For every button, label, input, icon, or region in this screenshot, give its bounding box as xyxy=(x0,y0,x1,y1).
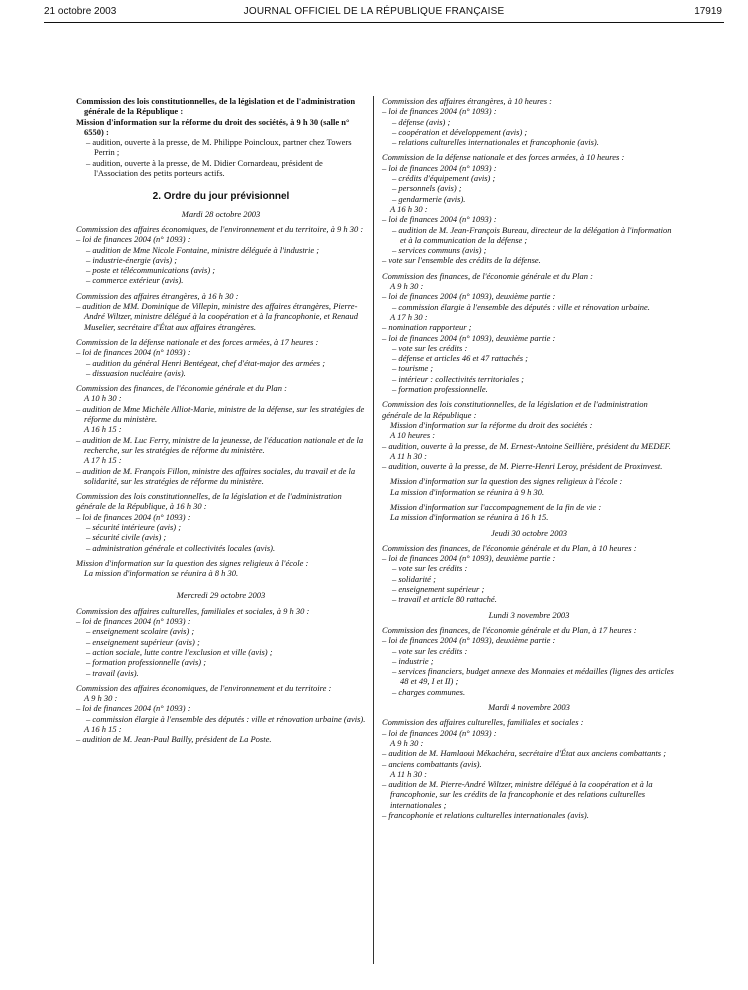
text-line: – loi de finances 2004 (n° 1093) : xyxy=(76,703,191,714)
text-line: – commission élargie à l'ensemble des députés : ville et rénovation urbaine. xyxy=(392,301,650,312)
text-line: La mission d'information se réunira à 16 h 15. xyxy=(390,512,549,523)
text-line: Commission des affaires culturelles, familiales et sociales, à 9 h 30 : xyxy=(76,605,310,616)
text-line: – loi de finances 2004 (n° 1093) : xyxy=(382,162,497,173)
text-line: – charges communes. xyxy=(392,686,466,697)
text-line: – anciens combattants (avis). xyxy=(382,758,482,769)
text-line: – audition, ouverte à la presse, de M. Pierre-Henri Leroy, président de Proxinvest. xyxy=(382,461,663,472)
text-line: – vote sur l'ensemble des crédits de la défense. xyxy=(382,255,541,266)
text-line: – enseignement supérieur ; xyxy=(392,584,485,595)
text-line: – poste et télécommunications (avis) ; xyxy=(86,265,216,276)
text-line: – personnels (avis) ; xyxy=(392,183,462,194)
text-line: – enseignement supérieur (avis) ; xyxy=(86,636,200,647)
text-line: Commission de la défense nationale et des forces armées, à 17 heures : xyxy=(76,336,319,347)
text-line: – audition de M. Pierre-André Wiltzer, ministre délégué à la coopération et à la francophonie, sur les crédits de la francophonie et des relations culturelles internationales ; xyxy=(382,779,653,810)
text-line: Commission des lois constitutionnelles, de la législation et de l'administration générale de la République : xyxy=(382,399,648,420)
text-line: Commission des affaires économiques, de l'environnement et du territoire, à 9 h 30 : xyxy=(76,223,364,234)
text-line: – crédits d'équipement (avis) ; xyxy=(392,173,496,184)
text-line: – loi de finances 2004 (n° 1093) : xyxy=(382,106,497,117)
header-rule xyxy=(44,22,724,23)
text-line: – audition du général Henri Bentégeat, chef d'état-major des armées ; xyxy=(86,357,326,368)
text-line: – loi de finances 2004 (n° 1093), deuxième partie : xyxy=(382,332,556,343)
text-line: – travail (avis). xyxy=(86,667,139,678)
text-line: – audition, ouverte à la presse, de M. Philippe Poincloux, partner chez Towers Perrin ; xyxy=(86,137,352,158)
text-line: A 17 h 30 : xyxy=(390,311,428,322)
text-line: – services financiers, budget annexe des Monnaies et médailles (lignes des articles 48 et 49, I et II) ; xyxy=(392,666,674,687)
text-line: Mission d'information sur la question des signes religieux à l'école : xyxy=(390,476,623,487)
text-line: – audition, ouverte à la presse, de M. Didier Cornardeau, président de l'Association des petits porteurs actifs. xyxy=(86,157,323,179)
text-line: – dissuasion nucléaire (avis). xyxy=(86,367,186,378)
text-line: A 11 h 30 : xyxy=(390,450,427,461)
text-line: – loi de finances 2004 (n° 1093) : xyxy=(76,347,191,358)
text-line: Commission des lois constitutionnelles, de la législation et de l'administration générale de la République, à 16 h 30 : xyxy=(76,491,342,512)
text-line: – vote sur les crédits : xyxy=(392,563,468,574)
text-line: – loi de finances 2004 (n° 1093), deuxième partie : xyxy=(382,291,556,302)
text-line: – formation professionnelle (avis) ; xyxy=(86,657,207,668)
text-line: – audition, ouverte à la presse, de M. Ernest-Antoine Seillière, président du MEDEF. xyxy=(382,440,671,451)
text-line: – loi de finances 2004 (n° 1093) : xyxy=(76,234,191,245)
text-line: – loi de finances 2004 (n° 1093) : xyxy=(382,214,497,225)
header-page-number: 17919 xyxy=(694,6,722,17)
text-line: – tourisme ; xyxy=(392,363,434,374)
text-line: – coopération et développement (avis) ; xyxy=(392,126,528,137)
text-line: A 9 h 30 : xyxy=(84,693,118,704)
text-line: A 16 h 15 : xyxy=(84,424,122,435)
day-heading: Mercredi 29 octobre 2003 xyxy=(176,590,266,601)
text-line: A 17 h 15 : xyxy=(84,455,122,466)
text-line: – administration générale et collectivités locales (avis). xyxy=(86,542,276,553)
text-line: – audition de Mme Michèle Alliot-Marie, ministre de la défense, sur les stratégies de réforme du ministère. xyxy=(76,403,365,425)
text-line: – vote sur les crédits : xyxy=(392,645,468,656)
text-line: Mission d'information sur l'accompagnement de la fin de vie : xyxy=(390,501,602,512)
text-line: – loi de finances 2004 (n° 1093), deuxième partie : xyxy=(382,635,556,646)
text-line: – nomination rapporteur ; xyxy=(382,322,472,333)
section-heading: 2. Ordre du jour prévisionnel xyxy=(152,191,290,203)
text-line: A 10 h 30 : xyxy=(84,393,122,404)
text-line: Mission d'information sur la réforme du droit des sociétés : xyxy=(390,419,593,430)
text-line: – audition de M. Jean-Paul Bailly, président de La Poste. xyxy=(76,734,272,745)
text-line: – industrie-énergie (avis) ; xyxy=(86,254,178,265)
text-line: – défense et articles 46 et 47 rattachés ; xyxy=(392,353,528,364)
page-header xyxy=(0,0,748,32)
text-line: A 11 h 30 : xyxy=(390,768,427,779)
text-line: Commission des lois constitutionnelles, de la législation et de l'administration générale de la République : xyxy=(76,96,356,117)
text-line: – francophonie et relations culturelles internationales (avis). xyxy=(382,810,589,820)
text-line: Mission d'information sur la réforme du droit des sociétés, à 9 h 30 (salle n° 6550) : xyxy=(76,116,350,137)
text-line: – audition de MM. Dominique de Villepin, ministre des affaires étrangères, Pierre-André Wiltzer, ministre délégué à la coopération et à la francophonie, et Renaud Muselier, secrétaire d'État aux affaires étrangères. xyxy=(76,301,359,332)
text-line: – travail et article 80 rattaché. xyxy=(392,594,497,605)
text-line: – audition de M. Jean-François Bureau, directeur de la délégation à l'information et à la communication de la défense ; xyxy=(392,224,672,245)
text-line: A 9 h 30 : xyxy=(390,281,424,292)
text-line: Commission des finances, de l'économie générale et du Plan : xyxy=(76,383,287,394)
text-line: – solidarité ; xyxy=(392,573,436,584)
text-line: – défense (avis) ; xyxy=(392,116,451,127)
text-line: Mission d'information sur la question des signes religieux à l'école : xyxy=(76,557,309,568)
text-line: A 16 h 30 : xyxy=(390,203,428,214)
day-heading: Lundi 3 novembre 2003 xyxy=(488,609,570,620)
text-line: Commission de la défense nationale et des forces armées, à 10 heures : xyxy=(382,152,625,163)
text-line: – commerce extérieur (avis). xyxy=(86,275,184,286)
text-line: – loi de finances 2004 (n° 1093), deuxième partie : xyxy=(382,553,556,564)
text-line: Commission des affaires étrangères, à 16 h 30 : xyxy=(76,290,239,301)
text-line: – commission élargie à l'ensemble des députés : ville et rénovation urbaine (avis). xyxy=(86,713,366,724)
text-line: La mission d'information se réunira à 8 h 30. xyxy=(84,568,239,579)
text-line: A 16 h 15 : xyxy=(84,724,122,735)
text-line: – audition de M. Luc Ferry, ministre de la jeunesse, de l'éducation nationale et de la recherche, sur les stratégies de réforme du ministère. xyxy=(76,434,364,455)
text-line: – vote sur les crédits : xyxy=(392,342,468,353)
text-line: – loi de finances 2004 (n° 1093) : xyxy=(76,616,191,627)
text-line: – sécurité civile (avis) ; xyxy=(86,532,167,543)
text-line: Commission des affaires étrangères, à 10 heures : xyxy=(382,96,552,106)
text-line: – audition de Mme Nicole Fontaine, ministre déléguée à l'industrie ; xyxy=(86,244,320,255)
text-line: Commission des finances, de l'économie générale et du Plan, à 10 heures : xyxy=(382,542,637,553)
text-line: – formation professionnelle. xyxy=(392,384,488,395)
text-line: – loi de finances 2004 (n° 1093) : xyxy=(382,727,497,738)
text-line: – sécurité intérieure (avis) ; xyxy=(86,521,182,532)
text-line: – gendarmerie (avis). xyxy=(392,193,466,204)
text-line: – intérieur : collectivités territoriales ; xyxy=(392,373,524,384)
text-line: Commission des affaires économiques, de l'environnement et du territoire : xyxy=(76,682,332,693)
left-column xyxy=(76,96,366,745)
column-divider xyxy=(373,96,374,964)
text-line: Commission des affaires culturelles, familiales et sociales : xyxy=(382,717,584,728)
text-line: – enseignement scolaire (avis) ; xyxy=(86,626,195,637)
header-title: JOURNAL OFFICIEL DE LA RÉPUBLIQUE FRANÇAISE xyxy=(243,6,505,17)
text-line: Commission des finances, de l'économie générale et du Plan, à 17 heures : xyxy=(382,624,637,635)
day-heading: Jeudi 30 octobre 2003 xyxy=(491,527,567,538)
text-line: – action sociale, lutte contre l'exclusion et ville (avis) ; xyxy=(86,646,273,657)
text-line: A 10 heures : xyxy=(390,430,436,441)
text-line: Commission des finances, de l'économie générale et du Plan : xyxy=(382,270,593,281)
right-column xyxy=(382,96,676,820)
text-line: A 9 h 30 : xyxy=(390,737,424,748)
text-line: – industrie ; xyxy=(392,655,434,666)
day-heading: Mardi 4 novembre 2003 xyxy=(488,702,570,713)
text-line: – loi de finances 2004 (n° 1093) : xyxy=(76,511,191,522)
text-line: La mission d'information se réunira à 9 h 30. xyxy=(390,486,545,497)
header-date: 21 octobre 2003 xyxy=(44,6,117,17)
day-heading: Mardi 28 octobre 2003 xyxy=(181,208,261,219)
text-line: – relations culturelles internationales et francophonie (avis). xyxy=(392,137,599,148)
text-line: – audition de M. Hamlaoui Mékachéra, secrétaire d'État aux anciens combattants ; xyxy=(382,748,667,759)
text-line: – audition de M. François Fillon, ministre des affaires sociales, du travail et de la solidarité, sur les stratégies de réforme du ministère. xyxy=(76,465,356,486)
text-line: – services communs (avis) ; xyxy=(392,245,487,256)
